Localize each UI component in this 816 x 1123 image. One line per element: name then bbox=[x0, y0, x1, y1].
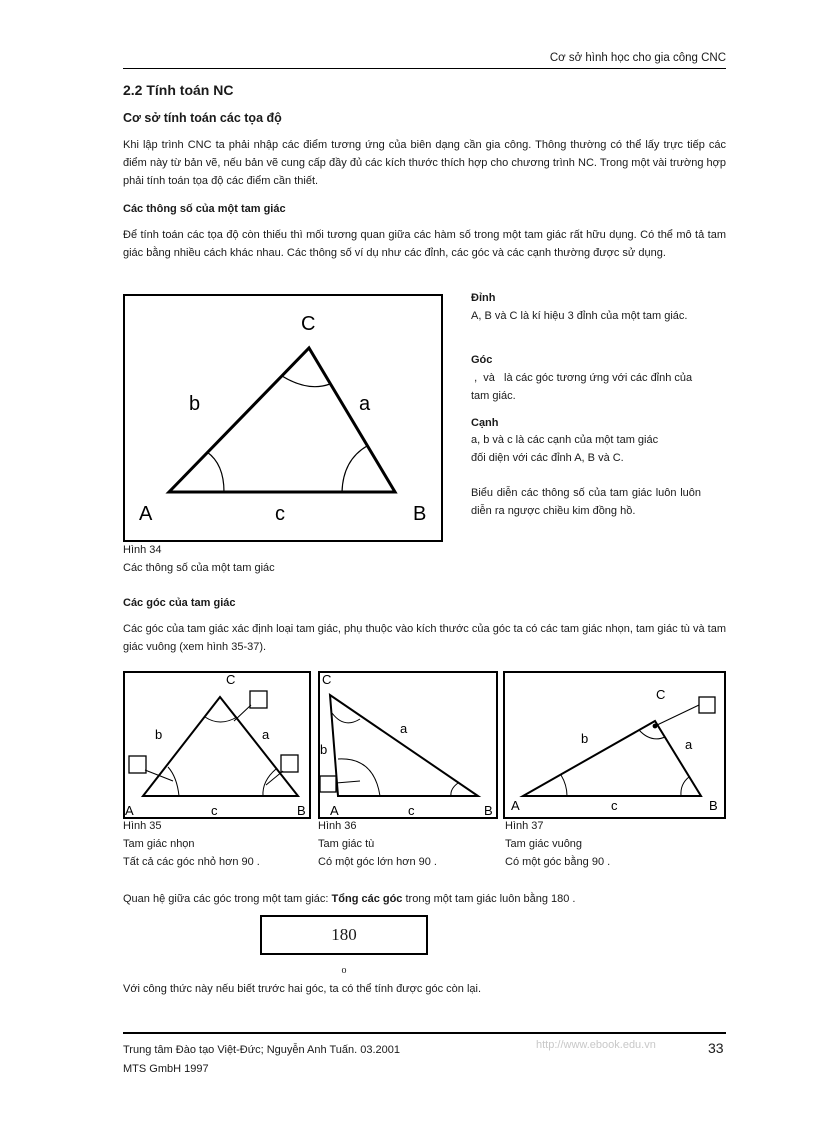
triangle-outline bbox=[169, 348, 395, 492]
angle-arc-A bbox=[207, 452, 224, 492]
figure-36-obtuse bbox=[318, 671, 498, 819]
svg-text:c: c bbox=[211, 803, 218, 818]
formula-value: 180 $^o$ bbox=[331, 925, 357, 976]
svg-text:C: C bbox=[322, 672, 332, 687]
svg-text:C: C bbox=[226, 672, 236, 687]
dinh-title: Đỉnh bbox=[471, 292, 496, 304]
obtuse-triangle bbox=[330, 695, 478, 796]
figure-37-right bbox=[503, 671, 726, 819]
svg-text:b: b bbox=[155, 727, 163, 742]
svg-text:c: c bbox=[611, 798, 618, 813]
params-heading: Các thông số của một tam giác bbox=[123, 203, 286, 215]
watermark-url: http://www.ebook.edu.vn bbox=[536, 1039, 656, 1051]
figure-34-number: Hình 34 bbox=[123, 544, 162, 556]
running-header: Cơ sở hình học cho gia công CNC bbox=[549, 52, 726, 64]
canh-text-1: a, b và c là các cạnh của một tam giác bbox=[471, 434, 659, 446]
svg-text:C: C bbox=[656, 687, 666, 702]
angle-box-C bbox=[250, 691, 267, 708]
params-paragraph: Để tính toán các tọa độ còn thiếu thì mối tương quan giữa các hàm số trong một tam giác rất hữu dụng. Có thể mô tả tam giác bằng nhiều cách khác nhau. Các thông số ví dụ như các đỉnh, các góc và các cạnh thường được sử dụng. bbox=[123, 229, 726, 259]
side-a-label: a bbox=[359, 393, 371, 415]
intro-paragraph: Khi lập trình CNC ta phải nhập các điểm tương ứng của biên dạng cần gia công. Thông thường có thể lấy trực tiếp các điểm này từ bản vẽ, nếu bản vẽ cung cấp đầy đủ các kích thước thích hợp cho chương trình NC. Trong một vài trường hợp phải tính toán tọa độ các điểm cần thiết. bbox=[123, 139, 726, 187]
side-c-label: c bbox=[275, 503, 285, 525]
angles-paragraph: Các góc của tam giác xác định loại tam giác, phụ thuộc vào kích thước của góc ta có các tam giác nhọn, tam giác tù và tam giác vuông (xem hình 35-37). bbox=[123, 623, 726, 653]
svg-text:c: c bbox=[408, 803, 415, 818]
vertex-C-label: C bbox=[301, 313, 316, 335]
acute-triangle bbox=[143, 697, 298, 796]
figure-35-number: Hình 35 bbox=[123, 820, 162, 832]
orientation-note: Biểu diễn các thông số của tam giác luôn luôn diễn ra ngược chiều kim đồng hồ. bbox=[471, 487, 701, 517]
svg-text:a: a bbox=[400, 721, 408, 736]
figure-35-type: Tam giác nhọn bbox=[123, 838, 195, 850]
svg-text:B: B bbox=[297, 803, 306, 818]
figure-36-type: Tam giác tù bbox=[318, 838, 375, 850]
svg-text:b: b bbox=[581, 731, 589, 746]
angle-sum-statement: Quan hệ giữa các góc trong một tam giác: Tổng các góc trong một tam giác luôn bằng 180 . bbox=[123, 893, 576, 905]
figure-34-triangle bbox=[123, 294, 443, 542]
svg-text:b: b bbox=[320, 742, 328, 757]
right-triangle bbox=[523, 721, 701, 796]
figure-34-caption: Các thông số của một tam giác bbox=[123, 562, 275, 574]
angle-box-A bbox=[129, 756, 146, 773]
side-b-label: b bbox=[189, 393, 201, 415]
figure-37-type: Tam giác vuông bbox=[505, 838, 583, 850]
svg-text:B: B bbox=[484, 803, 493, 818]
vertex-B-label: B bbox=[413, 503, 427, 525]
svg-text:A: A bbox=[511, 798, 520, 813]
angle-arc-B bbox=[342, 446, 367, 492]
footer-credits bbox=[123, 1041, 400, 1079]
svg-text:B: B bbox=[709, 798, 718, 813]
canh-title: Cạnh bbox=[471, 417, 499, 429]
angle-box-B bbox=[281, 755, 298, 772]
angle-sum-formula-box bbox=[260, 915, 428, 976]
canh-text-2: đối diện với các đỉnh A, B và C. bbox=[471, 452, 624, 464]
footer-rule bbox=[123, 1032, 726, 1034]
figure-37-number: Hình 37 bbox=[505, 820, 544, 832]
figure-35-desc: Tất cả các góc nhỏ hơn 90 . bbox=[123, 856, 260, 868]
angle-arc-C bbox=[282, 376, 330, 387]
figure-37-desc: Có một góc bằng 90 . bbox=[505, 856, 611, 868]
footer-line-2: MTS GmbH 1997 bbox=[123, 1063, 209, 1075]
section-title: 2.2 Tính toán NC bbox=[123, 82, 234, 98]
svg-text:A: A bbox=[330, 803, 339, 818]
figure-35-acute bbox=[123, 671, 311, 819]
figure-36-desc: Có một góc lớn hơn 90 . bbox=[318, 856, 437, 868]
goc-text: , và là các góc tương ứng với các đỉnh của tam giác. bbox=[471, 372, 696, 402]
svg-text:a: a bbox=[262, 727, 270, 742]
goc-title: Góc bbox=[471, 354, 493, 366]
angle-box-C bbox=[699, 697, 715, 713]
section-subtitle: Cơ sở tính toán các tọa độ bbox=[123, 111, 282, 125]
angles-heading: Các góc của tam giác bbox=[123, 597, 236, 609]
svg-text:A: A bbox=[125, 803, 134, 818]
closing-paragraph: Với công thức này nếu biết trước hai góc, ta có thể tính được góc còn lại. bbox=[123, 983, 482, 995]
dinh-text: A, B và C là kí hiệu 3 đỉnh của một tam giác. bbox=[471, 310, 688, 322]
header-rule bbox=[123, 68, 726, 69]
angle-box-A bbox=[320, 776, 336, 792]
page-number: 33 bbox=[708, 1040, 724, 1056]
footer-line-1: Trung tâm Đào tạo Việt-Đức; Nguyễn Anh Tuấn. 03.2001 bbox=[123, 1044, 401, 1056]
svg-text:a: a bbox=[685, 737, 693, 752]
vertex-A-label: A bbox=[139, 503, 153, 525]
figure-36-number: Hình 36 bbox=[318, 820, 357, 832]
